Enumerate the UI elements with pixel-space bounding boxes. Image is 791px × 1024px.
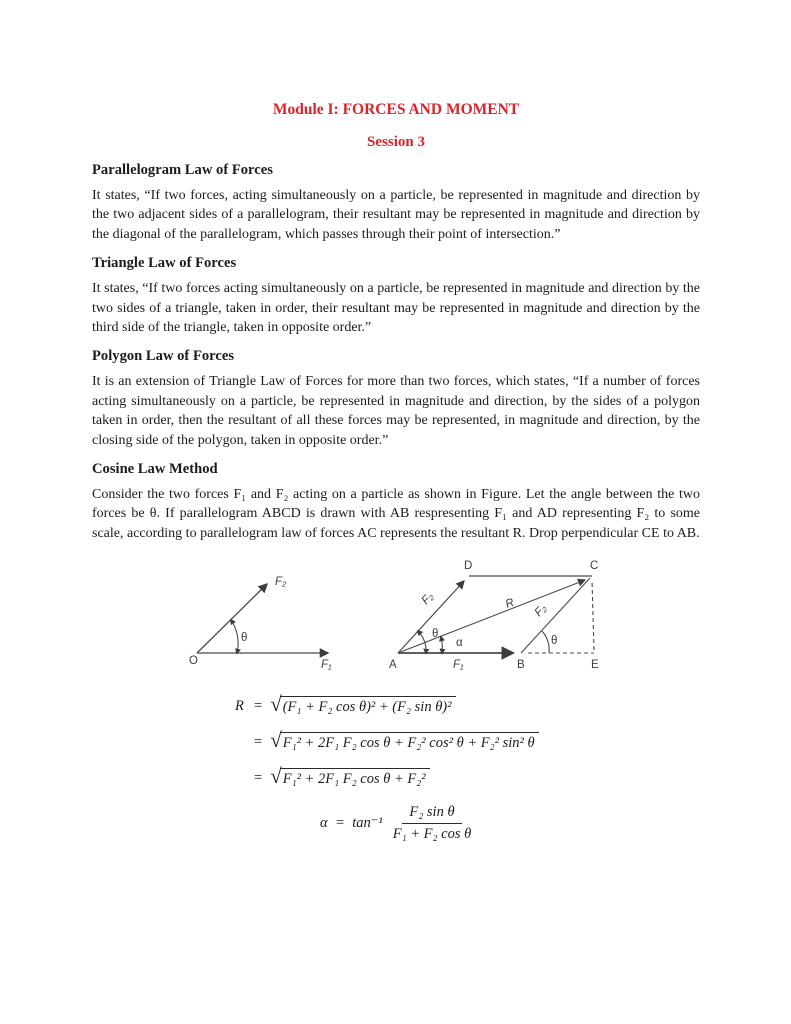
side-ad-f2-vector [398, 581, 464, 653]
eq-lhs: R [235, 698, 244, 715]
alpha-symbol: α [320, 815, 328, 832]
radical-sign: √ [270, 692, 282, 717]
radicand: F₁² + 2F₁ F₂ cos θ + F₂² [280, 768, 430, 789]
fraction-numerator: F₂ sin θ [402, 804, 461, 824]
fraction [393, 804, 472, 843]
radical-sign: √ [270, 728, 282, 753]
label-theta-b: θ [551, 635, 558, 648]
label-f2: F₂ [275, 576, 287, 589]
section-paragraph: It states, “If two forces, acting simultaneously on a particle, be represented in magnitude and direction by the two adjacent sides of a parallelogram, their resultant may be represented in magnitude and direction by the diagonal of the parallelogram, which passes through their point of intersection.” [92, 188, 700, 242]
radicand: F₁² + 2F₁ F₂ cos θ + F₂² cos² θ + F₂² sin² θ [280, 732, 539, 753]
label-f1-ab: F₁ [453, 659, 464, 672]
equals-sign: = [254, 734, 263, 751]
section-heading: Parallelogram Law of Forces [92, 162, 273, 178]
fraction-denominator: F₁ + F₂ cos θ [392, 826, 472, 843]
section-heading: Polygon Law of Forces [92, 348, 235, 365]
section-heading: Triangle Law of Forces [92, 255, 237, 272]
perpendicular-ce-dashed [592, 580, 594, 650]
left-diagram [197, 584, 328, 653]
equation-r-definition [92, 692, 700, 717]
label-d: D [464, 560, 473, 573]
alpha-arc-at-a [441, 637, 442, 653]
section-paragraph: It is an extension of Triangle Law of Forces for more than two forces, which states, “If a number of forces acting simultaneously on a particle, be represented in magnitude and direction, by the sides of a polygon taken in order, then the resultant of all these forces may be represented, in magnitude and direction, by the closing side of the polygon, taken in opposite order.” [92, 374, 700, 448]
equals-sign: = [254, 698, 263, 715]
label-theta-a: θ [432, 628, 439, 641]
section-paragraph: Consider the two forces F₁ and F₂ acting on a particle as shown in Figure. Let the angle between the two forces be θ. If parallelogram ABCD is drawn with AB respresenting F₁ and AD representing F₂ to some scale, according to parallelogram law of forces AC represents the resultant R. Drop perpendicular CE to AB. [92, 487, 700, 541]
section-polygon-law [92, 348, 700, 450]
label-alpha: α [456, 637, 463, 650]
module-title: Module I: FORCES AND MOMENT [272, 101, 520, 118]
section-paragraph: It states, “If two forces acting simultaneously on a particle, be represented in magnitude and direction by the two sides of a triangle, taken in order, their resultant may be represented in magnitude and direction by the third side of the triangle, taken in opposite order.” [92, 281, 700, 336]
square-root-expression [270, 764, 429, 789]
label-r-resultant: R [503, 596, 516, 612]
parallelogram-diagram [398, 576, 594, 653]
label-c: C [590, 560, 599, 573]
equation-alpha [92, 804, 700, 843]
label-e: E [591, 659, 599, 672]
equation-r-simplified [92, 764, 700, 789]
equation-block [92, 692, 700, 843]
equals-sign: = [336, 815, 345, 832]
equation-r-expanded [92, 728, 700, 753]
label-f2-bc: F₂ [532, 602, 550, 620]
section-triangle-law [92, 255, 700, 337]
label-f2-ad: F₂ [419, 590, 437, 608]
section-parallelogram-law [92, 162, 700, 244]
inverse-tan-function: tan⁻¹ [352, 815, 383, 832]
theta-angle-arc [231, 620, 238, 653]
label-theta: θ [241, 632, 248, 645]
theta-arc-at-a [418, 631, 426, 653]
label-b: B [517, 659, 525, 672]
theta-arc-at-b [542, 631, 549, 653]
section-heading: Cosine Law Method [92, 461, 218, 478]
forces-figure [92, 554, 700, 692]
forces-diagram-svg [183, 556, 653, 692]
square-root-expression [270, 728, 538, 753]
radicand: (F₁ + F₂ cos θ)² + (F₂ sin θ)² [280, 696, 456, 717]
section-cosine-law [92, 461, 700, 543]
radical-sign: √ [270, 764, 282, 789]
square-root-expression [270, 692, 455, 717]
session-subtitle: Session 3 [367, 134, 425, 150]
force-f2-vector [197, 584, 267, 653]
equals-sign: = [254, 770, 263, 787]
label-origin-o: O [189, 655, 198, 668]
label-f1: F₁ [321, 659, 332, 672]
label-a: A [389, 659, 397, 672]
